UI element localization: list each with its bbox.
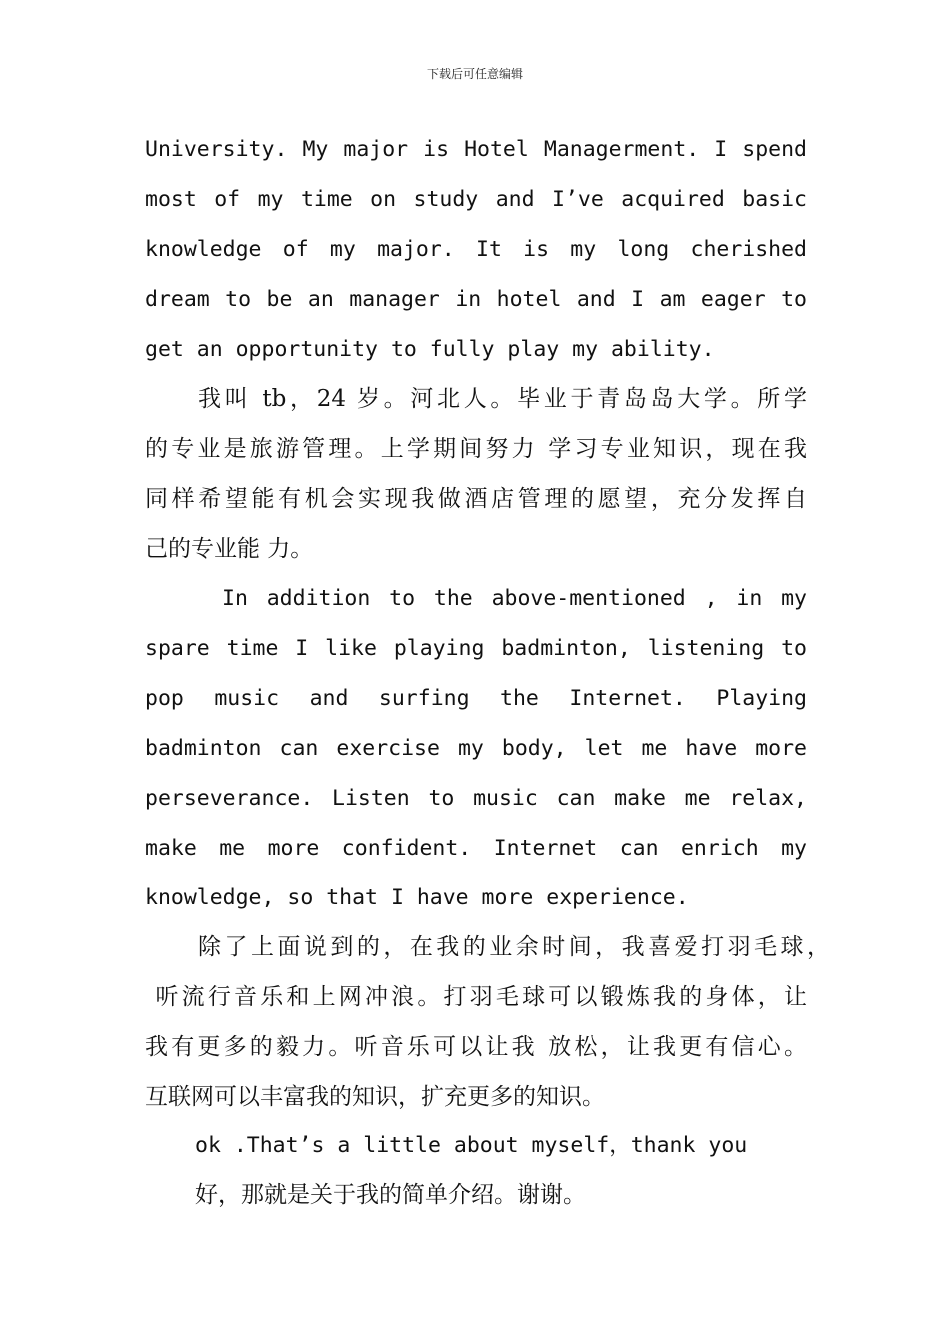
paragraph-1-line-4: dream to be an manager in hotel and I am eager to <box>145 287 807 312</box>
paragraph-3-line-7: knowledge, so that I have more experience. <box>145 885 689 910</box>
paragraph-1-line-5: get an opportunity to fully play my ability. <box>145 337 715 362</box>
paragraph-2-line-4: 己的专业能 力。 <box>145 536 314 562</box>
paragraph-3-line-5: perseverance. Listen to music can make me relax, <box>145 786 807 811</box>
paragraph-3-line-2: spare time I like playing badminton, listening to <box>145 636 807 661</box>
paragraph-1-line-1: University. My major is Hotel Managerment. I spend <box>145 137 807 162</box>
paragraph-2-line-3: 同样希望能有机会实现我做酒店管理的愿望，充分发挥自 <box>145 486 807 512</box>
paragraph-5-line-1: ok .That’s a little about myself，thank you <box>195 1133 748 1158</box>
paragraph-3-line-3: pop music and surfing the Internet. Playing <box>145 686 807 711</box>
paragraph-1-line-3: knowledge of my major. It is my long cherished <box>145 237 807 262</box>
paragraph-3-line-6: make me more confident. Internet can enrich my <box>145 836 807 861</box>
page-header-note: 下载后可任意编辑 <box>426 67 523 81</box>
paragraph-2-line-1: 我叫 tb，24 岁。河北人。毕业于青岛岛大学。所学 <box>198 386 807 412</box>
paragraph-3-line-4: badminton can exercise my body, let me have more <box>145 736 807 761</box>
paragraph-4-line-2: 听流行音乐和上网冲浪。打羽毛球可以锻炼我的身体，让 <box>145 984 807 1010</box>
paragraph-2-line-2: 的专业是旅游管理。上学期间努力 学习专业知识，现在我 <box>145 436 807 462</box>
paragraph-4-line-1: 除了上面说到的，在我的业余时间，我喜爱打羽毛球， <box>198 934 830 960</box>
paragraph-4-line-3: 我有更多的毅力。听音乐可以让我 放松，让我更有信心。 <box>145 1034 807 1060</box>
paragraph-1-line-2: most of my time on study and I’ve acquired basic <box>145 187 807 212</box>
paragraph-4-line-4: 互联网可以丰富我的知识，扩充更多的知识。 <box>145 1084 605 1110</box>
paragraph-3-line-1: In addition to the above-mentioned , in my <box>222 586 807 611</box>
paragraph-6-line-1: 好，那就是关于我的简单介绍。谢谢。 <box>195 1182 586 1208</box>
